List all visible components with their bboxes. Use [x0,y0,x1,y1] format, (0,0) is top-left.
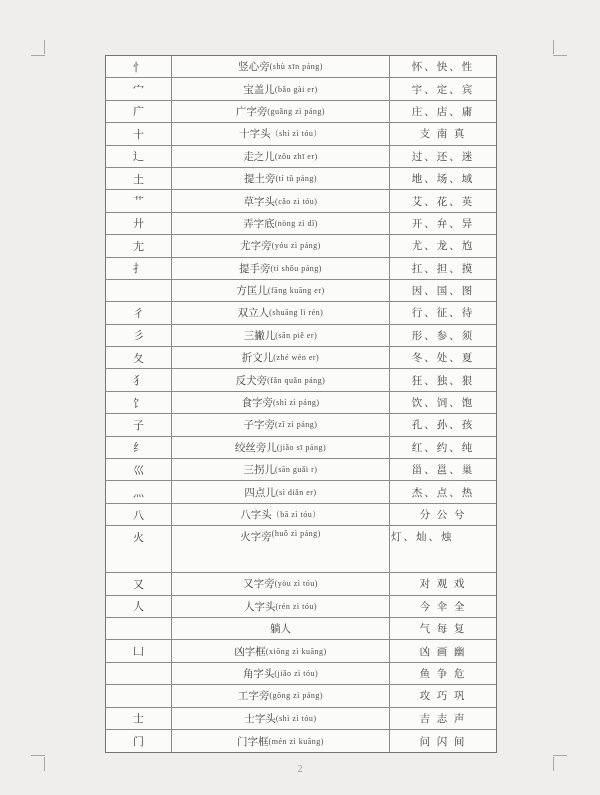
example-characters-cell: 杰、点、热 [411,487,475,499]
radical-name: 三撇儿 [243,330,276,342]
example-characters-cell: 今 伞 全 [419,601,467,613]
radical-pinyin: (shù xīn páng) [269,62,323,72]
table-row [106,504,496,526]
radical-cell [106,280,172,301]
radical-pinyin: (cǎo zì tóu) [275,196,318,206]
table-row [106,730,496,752]
radical-name: 八字头 [240,510,272,521]
radical-cell: 人 [106,596,172,617]
radical-cell: 夂 [106,347,172,368]
table-row [106,235,496,257]
radical-name: 食字旁 [241,398,273,410]
radical-name: 又字旁 [243,579,275,591]
radical-pinyin: (zǒu zhī er) [274,151,318,161]
radical-cell: 犭 [106,369,172,390]
table-row [106,640,496,662]
radical-name-cell [172,663,390,684]
radical-table-body [106,56,496,752]
radical-name-cell [172,596,390,617]
table-row [106,437,496,459]
example-characters-cell: 孔、孙、孩 [411,420,475,432]
crop-mark-bottom-right [551,755,567,771]
radical-pinyin: (bǎo gài er) [274,84,318,94]
table-row [106,663,496,685]
table-row [106,573,496,595]
radical-name-cell [172,573,390,594]
radical-name-cell [172,168,390,189]
table-row [106,369,496,391]
table-row [106,56,496,78]
example-characters-cell: 宇、定、宾 [411,84,475,96]
radicals-table [105,55,497,753]
radical-name: 躺人 [270,624,291,636]
radical-pinyin: (zhé wén er) [273,353,320,363]
radical-cell: 凵 [106,640,172,661]
radical-pinyin: (jiǎo sī páng) [276,442,327,452]
radical-name: 提土旁 [243,174,276,186]
radical-pinyin: (rén zì tóu) [275,601,318,611]
radical-cell: 士 [106,708,172,729]
radical-name-cell [172,730,390,752]
radical-cell: 扌 [106,258,172,279]
radical-pinyin: (fǎn quǎn páng) [267,375,326,385]
radical-cell [106,663,172,684]
example-characters-cell: 甾、邕、巢 [411,465,475,477]
table-row [106,526,496,573]
example-characters-cell: 地、场、域 [411,174,475,186]
radical-name: 十字头 [239,129,271,141]
radical-name-cell [172,347,390,368]
radical-name: 四点儿 [244,487,276,499]
radical-name: 门字框 [237,736,269,748]
radical-name: 凶字框 [234,646,266,658]
radical-name-cell [172,146,390,167]
radical-pinyin: (tí tǔ páng) [275,174,318,184]
crop-mark-bottom-left [31,755,47,771]
radical-pinyin: (mén zì kuāng) [268,736,324,746]
table-row [106,685,496,707]
radical-name-cell [172,618,390,639]
radical-cell: 艹 [106,190,172,211]
radical-cell: 纟 [106,437,172,458]
radical-name-cell [172,708,390,729]
radical-name: 提手旁 [239,263,271,275]
table-row [106,146,496,168]
radical-cell: 土 [106,168,172,189]
radical-pinyin: (nòng zì dǐ) [274,218,318,228]
radical-pinyin: (sān guǎi r) [275,465,318,475]
radical-name: 工字旁 [237,691,270,703]
table-row [106,347,496,369]
radical-name: 士字头 [244,713,276,725]
radical-pinyin: (xiōng zì kuāng) [265,646,327,656]
radical-pinyin: (fāng kuāng er) [267,286,325,296]
radical-name-cell [172,235,390,256]
radical-name-cell [172,56,390,77]
example-characters-cell: 过、还、迷 [411,151,475,163]
radical-name-cell [172,437,390,458]
example-characters-cell: 冬、处、夏 [411,353,475,365]
radical-cell: 尢 [106,235,172,256]
radical-name: 折文儿 [241,353,274,365]
radical-pinyin: (shuāng lì rén) [269,308,324,318]
radical-name: 弄字底 [243,218,275,230]
example-characters-cell: 尤、龙、尥 [411,241,475,253]
radical-name-cell [172,78,390,99]
example-characters-cell: 扛、担、摸 [411,263,475,275]
example-characters-cell: 狂、独、狠 [411,375,475,387]
page-number: 2 [297,764,303,775]
table-row [106,280,496,302]
radical-cell: 十 [106,123,172,144]
example-characters-cell: 灯、灿、烛 [391,532,454,544]
radical-name: 子字旁 [243,420,276,432]
table-row [106,596,496,618]
example-characters-cell: 问 闪 间 [419,736,467,748]
radical-cell [106,618,172,639]
radical-name-cell [172,481,390,502]
table-row [106,618,496,640]
radical-cell: 辶 [106,146,172,167]
radical-cell: 饣 [106,392,172,413]
table-row [106,459,496,481]
radical-cell: 又 [106,573,172,594]
radical-name: 火字旁 [240,532,272,544]
example-characters-cell: 攻 巧 巩 [419,691,467,703]
table-row [106,78,496,100]
radical-name: 反犬旁 [235,375,268,387]
example-characters-cell: 红、约、纯 [411,442,475,454]
radical-pinyin: (sì diǎn er) [275,487,317,497]
radical-name-cell [172,392,390,413]
radical-cell: 火 [106,526,172,572]
radical-name-cell [172,526,390,572]
radical-pinyin: (tí shǒu páng) [270,263,322,273]
radical-pinyin: (zǐ zì páng) [275,420,318,430]
radical-name: 竖心旁 [238,62,270,74]
radical-cell: 宀 [106,78,172,99]
table-row [106,123,496,145]
radical-name: 人字头 [243,601,276,613]
example-characters-cell: 气 每 复 [419,624,467,636]
radical-cell: 巛 [106,459,172,480]
table-row [106,101,496,123]
table-row [106,481,496,503]
radical-pinyin: （bā zì tóu） [271,510,321,519]
crop-mark-top-right [551,40,567,56]
table-row [106,190,496,212]
radical-pinyin: (jiǎo zì tóu) [274,668,319,678]
radical-name-cell [172,258,390,279]
radical-name-cell [172,190,390,211]
radical-name: 角字头 [242,668,275,680]
radical-cell: 子 [106,414,172,435]
table-row [106,213,496,235]
radical-name-cell [172,504,390,525]
radical-name-cell [172,685,390,706]
radical-cell [106,685,172,706]
radical-pinyin: (yòu zì tóu) [274,579,318,589]
table-row [106,258,496,280]
radical-name: 草字头 [243,196,276,208]
radical-name-cell [172,325,390,346]
radical-name-cell [172,123,390,144]
radical-pinyin: (guǎng zì páng) [267,106,326,116]
radical-name-cell [172,640,390,661]
crop-mark-top-left [31,40,47,56]
radical-name: 方匡儿 [236,286,268,298]
table-row [106,302,496,324]
radical-cell: 忄 [106,56,172,77]
radical-cell: 八 [106,504,172,525]
radical-name-cell [172,213,390,234]
radical-name-cell [172,280,390,301]
radical-name: 双立人 [237,308,270,320]
radical-cell: 广 [106,101,172,122]
example-characters-cell: 行、征、待 [411,308,475,320]
radical-name: 广字旁 [235,106,268,118]
table-row [106,708,496,730]
radical-name-cell [172,101,390,122]
example-characters-cell: 艾、花、英 [411,196,475,208]
radical-name: 宝盖儿 [243,84,275,96]
radical-name: 三拐儿 [243,465,276,477]
radical-name: 走之儿 [243,151,275,163]
example-characters-cell: 开、弁、异 [411,218,475,230]
radical-pinyin: (gōng zì páng) [269,691,324,701]
radical-name: 尤字旁 [240,241,272,253]
example-characters-cell: 对 观 戏 [419,579,467,591]
table-row [106,414,496,436]
example-characters-cell: 支 南 真 [419,129,467,141]
radical-cell: 彳 [106,302,172,323]
radical-pinyin: （shí zì tóu） [270,129,322,139]
example-characters-cell: 形、参、须 [411,330,475,342]
radical-name: 绞丝旁儿 [234,442,277,454]
radical-pinyin: (sān piě er) [275,330,318,340]
example-characters-cell: 因、国、图 [411,286,475,298]
radical-cell: 彡 [106,325,172,346]
radical-name-cell [172,414,390,435]
example-characters-cell: 鱼 争 危 [419,668,467,680]
table-row [106,392,496,414]
table-row [106,325,496,347]
radical-pinyin: (shì zì tóu) [275,713,317,723]
radical-cell: 门 [106,730,172,752]
example-characters-cell: 怀、快、性 [411,62,475,74]
radical-pinyin: (shí zì páng) [273,398,320,408]
radical-name-cell [172,369,390,390]
radical-cell: 灬 [106,481,172,502]
radical-name-cell [172,302,390,323]
example-characters-cell: 吉 志 声 [419,713,467,725]
example-characters-cell: 分 公 兮 [419,510,467,521]
example-characters-cell: 凶 画 幽 [419,646,467,658]
radical-pinyin: (yóu zì páng) [271,241,321,251]
radical-name-cell [172,459,390,480]
example-characters-cell: 饮、饲、饱 [411,398,475,410]
radical-cell: 廾 [106,213,172,234]
table-row [106,168,496,190]
example-characters-cell: 庄、店、庸 [411,106,475,118]
radical-pinyin: (huǒ zì páng) [271,529,321,539]
